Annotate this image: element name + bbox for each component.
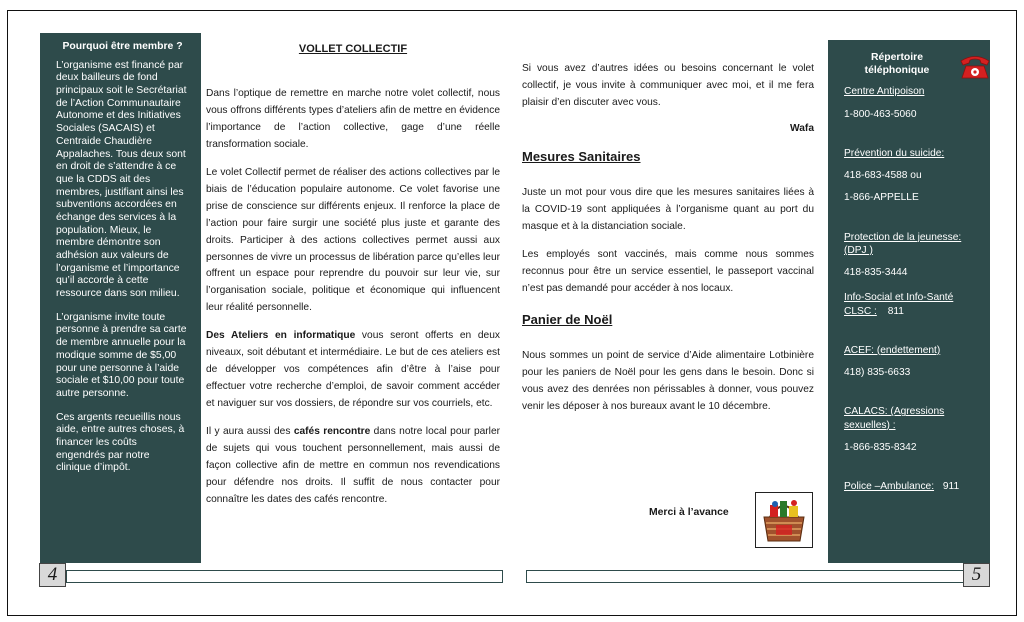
directory-entry: [844, 291, 980, 318]
membership-paragraph: L’organisme est financé par deux bailleurs de fond principaux soit le Secrétariat de l’Action Communautaire Autonome et des Initiatives Sociales (SACAIS) et Centraide Chaudière Appalaches. Tous deux sont en droit de s’attendre à ce que la CDDS ait des membres, justifiant ainsi les subventions accordées en échange des services à la population. Mieux, le membre démontre son adhésion aux valeurs de l’organisme et l’importance qu’il accorde à cette ressource dans son milieu.: [56, 59, 187, 300]
directory-label: Prévention du suicide:: [844, 147, 945, 159]
membership-paragraph: L’organisme invite toute personne à prendre sa carte de membre annuelle pour la modique somme de $5,00 pour une personne à l’aide sociale et $10,00 pour toute autre personne.: [56, 311, 187, 399]
directory-title: Répertoire téléphonique: [864, 52, 930, 76]
directory-number: 811: [887, 305, 904, 317]
cafe-label: cafés rencontre: [293, 425, 371, 437]
directory-number: 418-835-3444: [844, 267, 908, 279]
collective-heading: VOLLET COLLECTIF: [298, 43, 408, 55]
collective-column: [206, 40, 500, 519]
directory-label: Protection de la jeunesse: (DPJ ): [844, 231, 962, 256]
cafe-text-a: Il y aura aussi des: [206, 425, 294, 437]
directory-number: 1-800-463-5060: [844, 108, 917, 120]
gift-basket-icon: [755, 492, 813, 548]
directory-entry: [844, 480, 980, 493]
directory-number: 1-866-835-8342: [844, 441, 917, 453]
directory-label: CALACS: (Agressions sexuelles) :: [844, 406, 945, 431]
telephone-icon: [958, 52, 992, 80]
membership-title: Pourquoi être membre ?: [62, 41, 183, 52]
signature: Wafa: [790, 122, 814, 134]
directory-entry: [844, 344, 980, 380]
sanitary-heading: Mesures Sanitaires: [522, 148, 641, 164]
membership-paragraph: Ces argents recueillis nous aide, entre autres choses, à financer les coûts engendrés par notre clinique d’impôt.: [56, 411, 185, 474]
cafe-text-b: dans notre local pour parler de sujets qui vous touchent personnellement, mais aussi de façon collective afin de mettre en commun nos revendications pour défendre nos droits. Il suffit de nous contacter pour connaître les dates des cafés rencontre.: [206, 425, 501, 505]
collective-intro: Dans l’optique de remettre en marche notre volet collectif, nous vous offrons différents types d’ateliers afin de mettre en évidence l’importance de l’action collective, gage d’une réelle transformation sociale.: [206, 88, 500, 151]
directory-entry: [844, 85, 980, 121]
directory-number: 418-683-4588 ou: [844, 170, 922, 182]
page-number-right: 5: [963, 563, 990, 587]
christmas-heading: Panier de Noël: [522, 311, 613, 327]
membership-sidebar: [40, 33, 201, 563]
ideas-paragraph: Si vous avez d’autres idées ou besoins concernant le volet collectif, je vous invite à communiquer avec moi, et il me fera plaisir d’en discuter avec vous.: [522, 63, 814, 108]
directory-number: 911: [942, 481, 960, 493]
sanitary-paragraph: Juste un mot pour vous dire que les mesures sanitaires liées à la COVID-19 sont appliquées à l’organisme quant au port du masque et à la distanciation sociale.: [522, 187, 814, 233]
cafe-paragraph: [206, 424, 500, 509]
computer-workshops-label: Des Ateliers en informatique: [206, 330, 356, 342]
directory-label: ACEF: (endettement): [844, 344, 941, 356]
computer-workshops-paragraph: [206, 328, 500, 413]
collective-description: Le volet Collectif permet de réaliser des actions collectives par le biais de l’éducation populaire autonome. Ce volet favorise une prise de conscience sur différents enjeux. Il renforce la place de l’action pour faire surgir une société plus juste et garante des droits. Participer à des actions collectives permet aussi aux personnes de vivre un processus de libération parce qu’elles leur offrent un espace pour reprendre du pouvoir sur leur vie, sur l’organisation sociale, politique et économique qui influencent leur réalité personnelle.: [206, 166, 500, 314]
thanks-text: Merci à l’avance: [649, 507, 729, 518]
directory-number: 1-866-APPELLE: [844, 192, 919, 204]
christmas-paragraph: Nous sommes un point de service d’Aide alimentaire Lotbinière pour les paniers de Noël pour les gens dans le besoin. Donc si vous avez des denrées non périssables à donner, vous pouvez venir les déposer à nos bureaux avant le 10 décembre.: [522, 350, 814, 413]
directory-entry: [844, 231, 980, 280]
computer-workshops-text: vous seront offerts en deux niveaux, soit débutant et intermédiaire. Le but de ces ateliers est de développer vos compétences afin d’être à l’aise pour effectuer votre recherche d’emploi, de savoir comment accéder et naviguer sur vos dossiers, de répondre sur vos courriels, etc.: [206, 330, 500, 409]
page-number-left: 4: [39, 563, 66, 587]
directory-label: Police –Ambulance:: [844, 481, 935, 493]
footer-bar-left: [66, 570, 503, 583]
directory-number: 418) 835-6633: [844, 367, 911, 379]
directory-label: Info-Social et Info-Santé CLSC :: [844, 292, 954, 317]
news-column: [522, 61, 814, 427]
directory-label: Centre Antipoison: [844, 86, 925, 98]
footer-bar-right: [526, 570, 964, 583]
directory-list: [844, 85, 980, 493]
vaccine-paragraph: Les employés sont vaccinés, mais comme nous sommes reconnus pour être un service essentiel, le passeport vaccinal n’est pas demandé pour accéder à nos locaux.: [522, 249, 814, 294]
directory-sidebar: [828, 40, 990, 563]
directory-entry: [844, 147, 980, 205]
directory-entry: [844, 405, 980, 454]
